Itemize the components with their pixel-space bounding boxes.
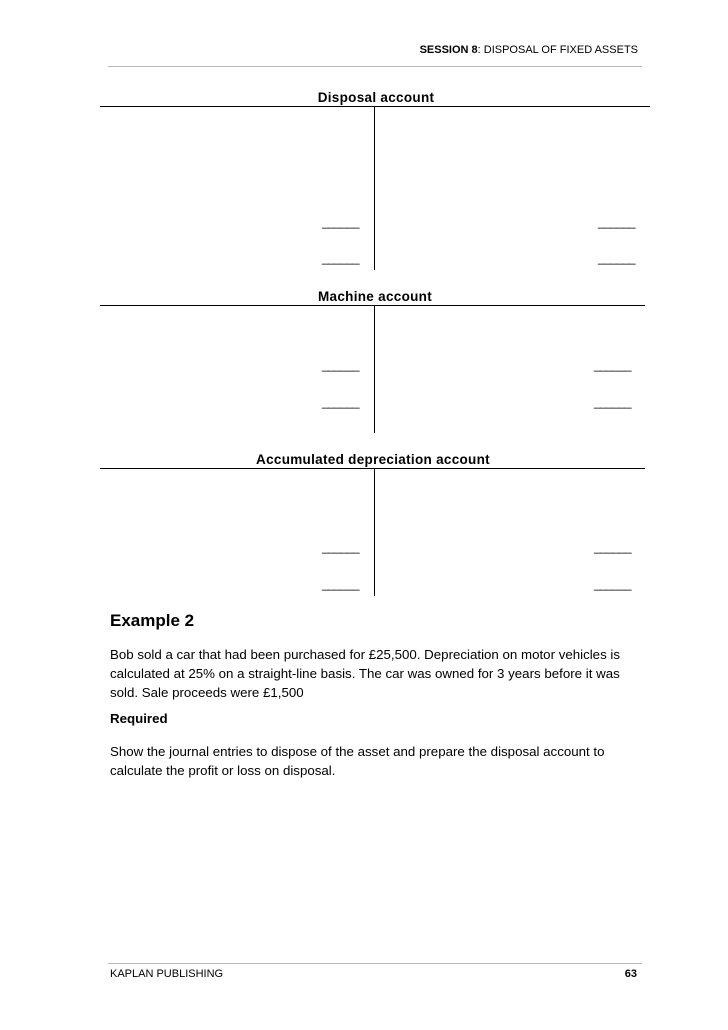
session-title: : DISPOSAL OF FIXED ASSETS: [477, 44, 638, 56]
machine-credit-total-line: ______: [594, 395, 632, 409]
disposal-account-center-line: [374, 106, 375, 270]
acc-dep-account-top-line: [100, 468, 645, 469]
disposal-credit-subtotal-line: ______: [598, 215, 636, 229]
machine-account-center-line: [374, 305, 375, 433]
machine-credit-subtotal-line: ______: [594, 358, 632, 372]
required-heading: Required: [110, 711, 168, 726]
example-instruction: Show the journal entries to dispose of the asset and prepare the disposal account to calculate the profit or loss on disposal.: [110, 744, 605, 778]
disposal-debit-total-line: ______: [322, 251, 360, 265]
acc-dep-credit-subtotal-line: ______: [594, 540, 632, 554]
machine-account-title: Machine account: [317, 289, 433, 304]
running-header: [420, 44, 638, 56]
session-label: SESSION 8: [419, 44, 478, 56]
disposal-account-top-line: [100, 106, 650, 107]
header-divider: [108, 66, 642, 67]
footer-publisher: KAPLAN PUBLISHING: [110, 968, 224, 980]
machine-debit-subtotal-line: ______: [322, 358, 360, 372]
acc-dep-account-title: Accumulated depreciation account: [256, 452, 490, 467]
machine-debit-total-line: ______: [322, 395, 360, 409]
machine-account-top-line: [100, 305, 645, 306]
acc-dep-debit-subtotal-line: ______: [322, 540, 360, 554]
disposal-account-title: Disposal account: [317, 90, 435, 105]
page-number: 63: [624, 968, 637, 980]
example-heading: Example 2: [110, 611, 195, 630]
disposal-debit-subtotal-line: ______: [322, 215, 360, 229]
acc-dep-credit-total-line: ______: [594, 577, 632, 591]
disposal-credit-total-line: ______: [598, 251, 636, 265]
acc-dep-debit-total-line: ______: [322, 577, 360, 591]
footer-divider: [108, 963, 642, 964]
example-body: Bob sold a car that had been purchased for £25,500. Depreciation on motor vehicles is calculated at 25% on a straight-line basis. The car was owned for 3 years before it was sold. Sale proceeds were £1,500: [110, 647, 621, 700]
acc-dep-account-center-line: [374, 468, 375, 596]
